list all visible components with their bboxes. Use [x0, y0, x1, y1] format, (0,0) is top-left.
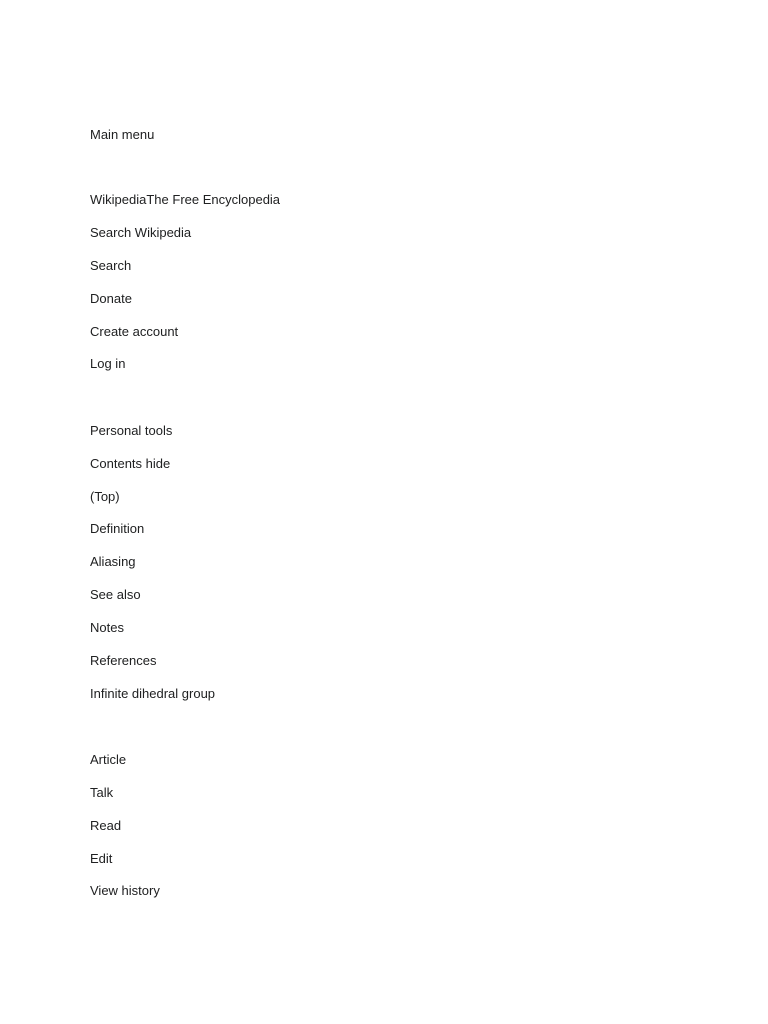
logo-wordmark: Wikipedia [90, 192, 147, 207]
tab-read[interactable]: Read [90, 818, 122, 833]
page-title: Infinite dihedral group [90, 686, 216, 701]
logo-tagline: The Free Encyclopedia [146, 192, 281, 207]
toc-item-notes[interactable]: Notes [90, 620, 124, 635]
toc-item-top[interactable]: (Top) [90, 489, 120, 504]
main-menu-button[interactable]: Main menu [90, 127, 155, 142]
toc-item-aliasing[interactable]: Aliasing [90, 554, 136, 569]
wikipedia-logo[interactable] [90, 192, 280, 208]
toc-heading: Contents [90, 456, 143, 471]
toc-item-definition[interactable]: Definition [90, 521, 145, 536]
tab-view-history[interactable]: View history [90, 883, 160, 898]
tab-article[interactable]: Article [90, 752, 127, 767]
search-input[interactable]: Search Wikipedia [90, 225, 192, 240]
donate-link[interactable]: Donate [90, 291, 132, 306]
search-button[interactable]: Search [90, 258, 132, 273]
create-account-link[interactable]: Create account [90, 324, 179, 339]
toc-header [90, 456, 170, 472]
toc-item-see-also[interactable]: See also [90, 587, 141, 602]
log-in-link[interactable]: Log in [90, 356, 126, 371]
toc-hide-toggle[interactable]: hide [145, 456, 171, 471]
personal-tools-menu[interactable]: Personal tools [90, 423, 173, 438]
tab-edit[interactable]: Edit [90, 851, 113, 866]
toc-item-references[interactable]: References [90, 653, 157, 668]
tab-talk[interactable]: Talk [90, 785, 114, 800]
